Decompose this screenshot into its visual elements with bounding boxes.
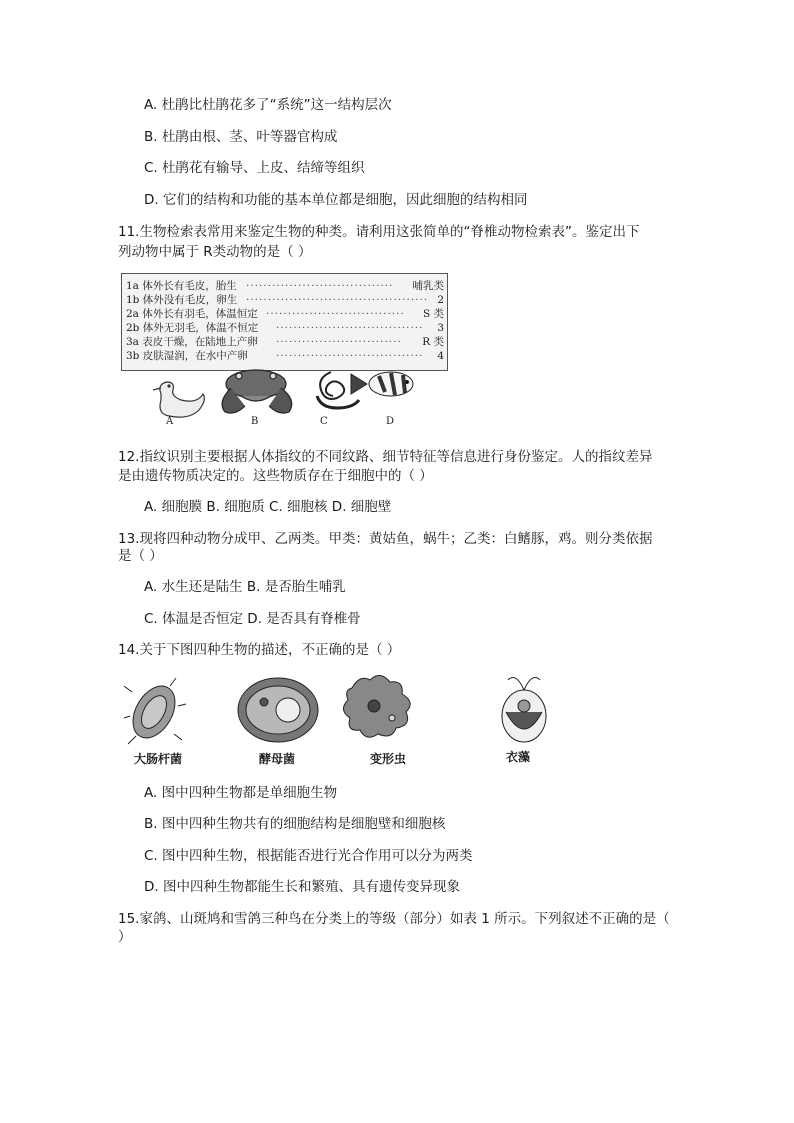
label-yeast: 酵母菌: [259, 752, 296, 766]
q13-options-row1: A. 水生还是陆生 B. 是否胎生哺乳: [144, 579, 346, 595]
q13-options-row2: C. 体温是否恒定 D. 是否具有脊椎骨: [144, 611, 361, 627]
q14-stem: 14.关于下图四种生物的描述，不正确的是（ ）: [118, 642, 401, 658]
microorganisms-figure: [124, 672, 564, 752]
yeast-icon: [238, 678, 318, 742]
q10-option-b: B. 杜鹃由根、茎、叶等器官构成: [144, 129, 338, 145]
q13-stem-line2: 是（ ）: [118, 548, 163, 564]
label-amoeba: 变形虫: [370, 752, 407, 766]
q12-stem-line1: 12.指纹识别主要根据人体指纹的不同纹路、细节特征等信息进行身份鉴定。人的指纹差异: [118, 449, 653, 465]
q14-option-a: A. 图中四种生物都是单细胞生物: [144, 785, 338, 801]
ecoli-icon: [124, 678, 186, 745]
q12-stem-line2: 是由遗传物质决定的。这些物质存在于细胞中的（ ）: [118, 468, 433, 484]
q14-option-b: B. 图中四种生物共有的细胞结构是细胞壁和细胞核: [144, 816, 446, 832]
chlamydomonas-icon: [502, 678, 546, 742]
animal-label-d: D: [386, 416, 395, 427]
q12-options: A. 细胞膜 B. 细胞质 C. 细胞核 D. 细胞壁: [144, 499, 392, 515]
q11-stem-line2: 列动物中属于 R类动物的是（ ）: [118, 244, 312, 260]
q11-stem-line1: 11.生物检索表常用来鉴定生物的种类。请利用这张简单的“脊椎动物检索表”。鉴定出下: [118, 224, 640, 240]
label-ecoli: 大肠杆菌: [134, 752, 183, 766]
q15-stem-line1: 15.家鸽、山斑鸠和雪鸽三种鸟在分类上的等级（部分）如表 1 所示。下列叙述不正确的是（: [118, 911, 670, 927]
duck-icon: [153, 382, 204, 417]
q14-option-d: D. 图中四种生物都能生长和繁殖、具有遗传变异现象: [144, 879, 460, 895]
label-chlamydomonas: 衣藻: [506, 750, 531, 764]
amoeba-icon: [343, 675, 410, 737]
q13-stem-line1: 13.现将四种动物分成甲、乙两类。甲类：黄姑鱼，蜗牛；乙类：白鳍豚，鸡。则分类依据: [118, 531, 653, 547]
q10-option-a: A. 杜鹃比杜鹃花多了“系统”这一结构层次: [144, 97, 392, 113]
q14-option-c: C. 图中四种生物，根据能否进行光合作用可以分为两类: [144, 848, 473, 864]
fish-icon: [351, 372, 413, 396]
frog-icon: [222, 370, 292, 413]
animal-label-b: B: [251, 416, 259, 427]
vertebrate-key-table: 1a 体外长有毛皮，胎生 ·································· 哺乳类 1b 体外没有毛皮，卵生 ·········································· 2 2a 体外长有羽毛，体温恒定 ································ S 类 2b 体外无羽毛，体温不恒定 ·································· 3 3a 表皮干燥，在陆地上产卵 ····························· R 类 3b 皮肤湿润，在水中产卵 ·································· 4: [121, 273, 448, 371]
q10-option-c: C. 杜鹃花有输导、上皮、结缔等组织: [144, 160, 365, 176]
q15-stem-line2: ）: [118, 929, 132, 945]
animal-label-c: C: [320, 416, 328, 427]
animal-label-a: A: [166, 416, 174, 427]
q10-option-d: D. 它们的结构和功能的基本单位都是细胞，因此细胞的结构相同: [144, 192, 528, 208]
